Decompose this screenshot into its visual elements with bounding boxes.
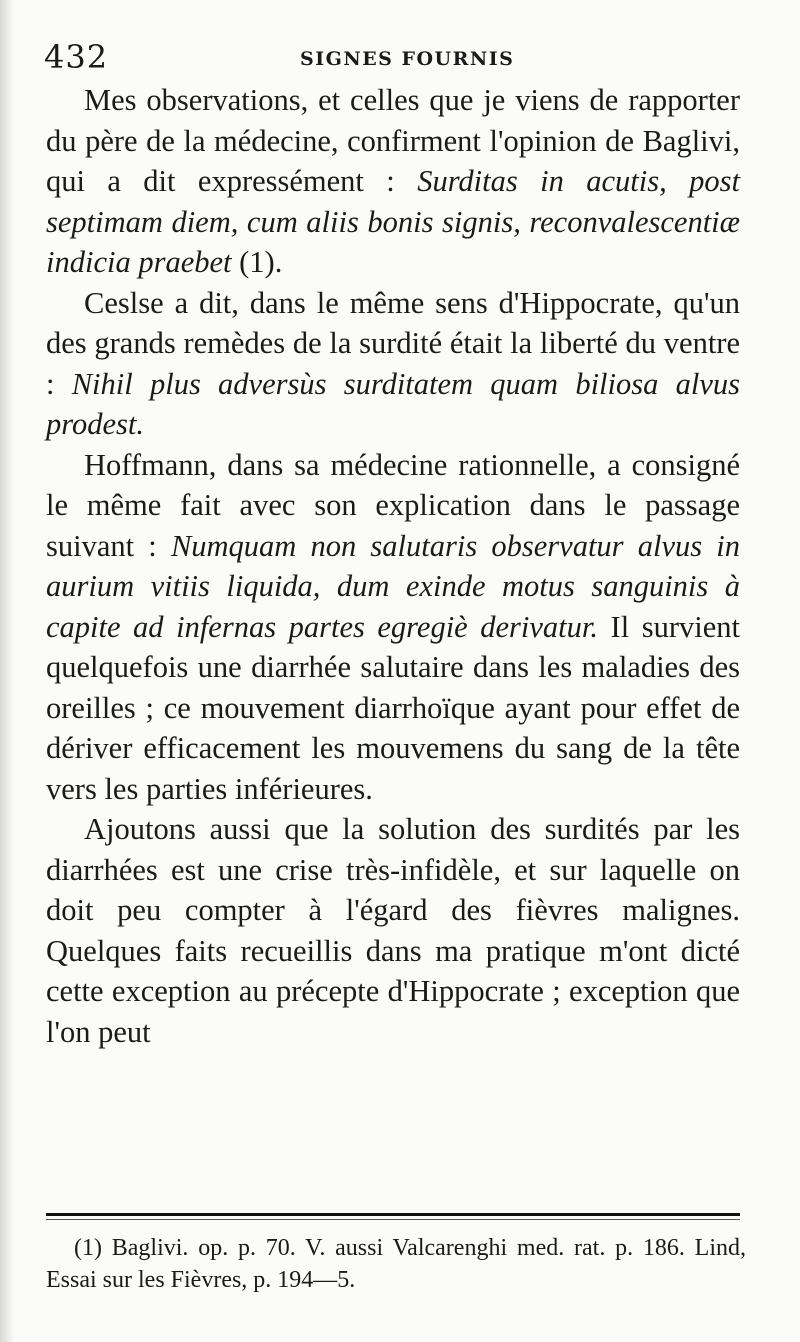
paragraph [46, 283, 740, 445]
paragraph-text: Ajoutons aussi que la solution des surdités par les diarrhées est une crise très-infidèle, et sur laquelle on doit peu compter à l'égard des fièvres malignes. Quelques faits recueillis dans ma pratique m'ont dicté cette exception au précepte d'Hippocrate ; exception que l'on peut [46, 812, 740, 1049]
latin-quotation: Surditas in acutis, post septimam diem, cum aliis bonis signis, reconvalescentiæ indicia praebet [46, 164, 740, 279]
paragraph-text: Ceslse a dit, dans le même sens d'Hippocrate, qu'un des grands remèdes de la surdité était la liberté du ventre : [46, 285, 740, 401]
latin-quotation: Nihil plus adversùs surditatem quam biliosa alvus prodest. [46, 366, 740, 441]
paragraph-text: Hoffmann, dans sa médecine rationnelle, a consigné le même fait avec son explication dans le passage suivant : [46, 447, 740, 563]
page-number: 432 [44, 38, 109, 76]
page-header [44, 36, 740, 76]
paragraph-text: Mes observations, et celles que je viens de rapporter du père de la médecine, confirment l'opinion de Baglivi, qui a dit expressément : [46, 83, 740, 198]
paragraph-text: (1). [231, 245, 283, 279]
paragraph-text: Il survient quelquefois une diarrhée salutaire dans les maladies des oreilles ; ce mouvement diarrhoïque ayant pour effet de dériver efficacement les mouvemens du sang de la tête vers les parties inférieures. [46, 609, 740, 806]
body-text [46, 80, 740, 1052]
paragraph [46, 80, 740, 283]
paragraph [46, 445, 740, 810]
footnote-rule [46, 1213, 740, 1216]
latin-quotation: Numquam non salutaris observatur alvus in aurium vitiis liquida, dum exinde motus sanguinis à capite ad infernas partes egregiè derivatur. [46, 528, 740, 644]
footnote: (1) Baglivi. op. p. 70. V. aussi Valcarenghi med. rat. p. 186. Lind, Essai sur les Fièvres, p. 194—5. [46, 1235, 746, 1293]
paragraph [46, 809, 740, 1052]
footnote-rule-thin [46, 1219, 740, 1220]
running-head: SIGNES FOURNIS [300, 48, 515, 70]
